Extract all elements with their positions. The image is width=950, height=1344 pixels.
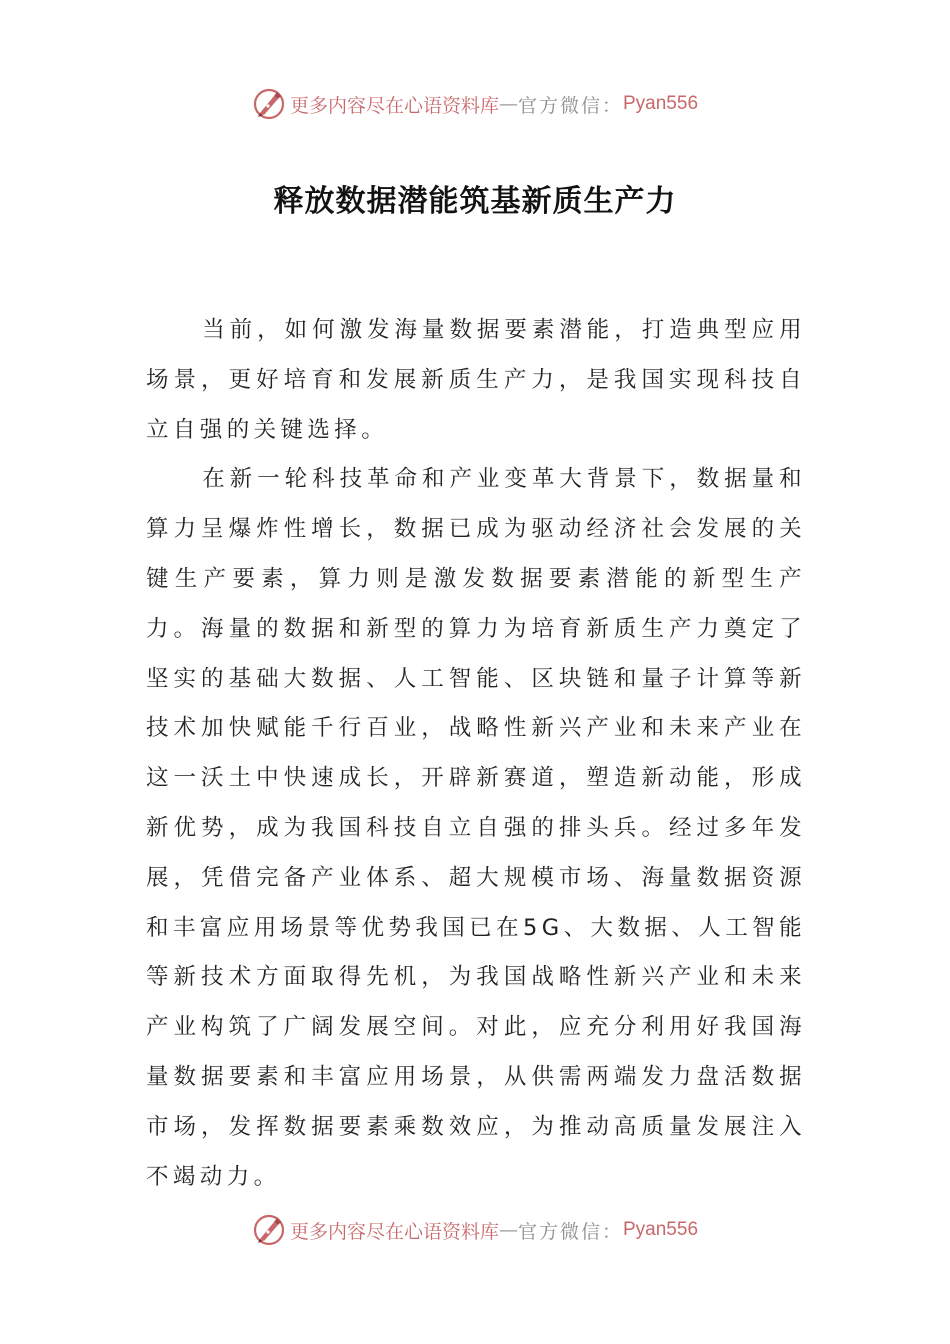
banner-separator: — xyxy=(498,93,518,115)
footer-watermark-banner xyxy=(0,1210,950,1250)
document-title: 释放数据潜能筑基新质生产力 xyxy=(273,184,677,219)
banner-wechat-id: Pyan556 xyxy=(623,93,699,114)
banner-main-text: 更多内容尽在心语资料库 xyxy=(289,1220,499,1243)
pen-nib-logo-icon xyxy=(252,1213,286,1247)
document-body xyxy=(146,306,806,1202)
pen-nib-logo-icon xyxy=(252,87,286,121)
paragraph-2: 在新一轮科技革命和产业变革大背景下，数据量和算力呈爆炸性增长，数据已成为驱动经济社会发展的关键生产要素，算力则是激发数据要素潜能的新型生产力。海量的数据和新型的算力为培育新质生产力奠定了坚实的基础大数据、人工智能、区块链和量子计算等新技术加快赋能千行百业，战略性新兴产业和未来产业在这一沃土中快速成长，开辟新赛道，塑造新动能，形成新优势，成为我国科技自立自强的排头兵。经过多年发展，凭借完备产业体系、超大规模市场、海量数据资源和丰富应用场景等优势我国已在5G、大数据、人工智能等新技术方面取得先机，为我国战略性新兴产业和未来产业构筑了广阔发展空间。对此，应充分利用好我国海量数据要素和丰富应用场景，从供需两端发力盘活数据市场，发挥数据要素乘数效应，为推动高质量发展注入不竭动力。 xyxy=(146,466,806,1190)
banner-separator: — xyxy=(498,1219,518,1241)
banner-main-text: 更多内容尽在心语资料库 xyxy=(289,94,499,117)
banner-wechat-id: Pyan556 xyxy=(623,1219,699,1240)
paragraph-1: 当前，如何激发海量数据要素潜能，打造典型应用场景，更好培育和发展新质生产力，是我国实现科技自立自强的关键选择。 xyxy=(146,317,806,443)
header-watermark-banner xyxy=(0,84,950,124)
banner-wechat-label: 官方微信： xyxy=(517,1220,623,1243)
banner-wechat-label: 官方微信： xyxy=(517,94,623,117)
